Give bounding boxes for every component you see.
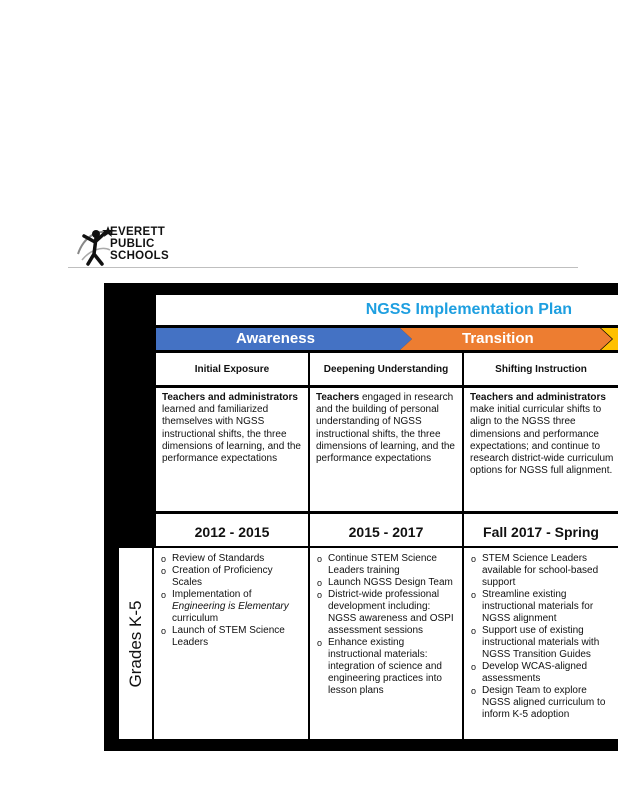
list-item: o Review of Standards [161,553,265,564]
awareness-label: Awareness [236,330,315,347]
transition-label: Transition [462,330,534,347]
implementation-plan-table [104,283,618,751]
years-2012-2015: 2012 - 2015 [156,514,308,546]
grade-label-cell [119,548,152,739]
list-item: o Implementation of Engineering is Elementary curriculum [161,589,289,624]
years-2015-2017: 2015 - 2017 [310,514,462,546]
awareness-phase-arrow [156,328,412,350]
list-item: o District-wide professional development including: NGSS awareness and OSPI assessment sessions [317,589,454,636]
list-item: o Streamline existing instructional materials for NGSS alignment [471,589,594,624]
next-phase-arrow [601,328,618,350]
transition-phase-arrow [400,328,616,350]
list-item: o Support use of existing instructional materials with NGSS Transition Guides [471,625,600,660]
header-deepening-understanding: Deepening Understanding [310,353,462,385]
list-item: o Enhance existing instructional materials: integration of science and engineering practices into lesson plans [317,637,442,696]
header-initial-exposure: Initial Exposure [156,353,308,385]
district-logo-text: EVERETT PUBLIC SCHOOLS [110,226,169,262]
list-item: o Launch of STEM Science Leaders [161,625,285,648]
header-shifting-instruction: Shifting Instruction [464,353,618,385]
list-item: o Develop WCAS-aligned assessments [471,661,588,684]
description-initial-exposure: Teachers and administrators learned and familiarized themselves with NGSS instructional shifts, the three dimensions of learning, and the performance expectations [156,388,308,511]
description-deepening-understanding: Teachers engaged in research and the building of personal understanding of NGSS instructional shifts, the three dimensions of learning, and the performance expectations [310,388,462,511]
list-item: o Creation of Proficiency Scales [161,565,273,588]
list-item: o Launch NGSS Design Team [317,577,453,588]
list-item: o Design Team to explore NGSS aligned curriculum to inform K-5 adoption [471,685,606,720]
plan-title: NGSS Implementation Plan [365,301,572,318]
years-fall-2017: Fall 2017 - Spring [464,514,618,546]
list-item: o Continue STEM Science Leaders training [317,553,437,576]
items-cell-deepening-understanding [310,548,462,739]
items-cell-initial-exposure [154,548,308,739]
title-box [156,295,618,325]
header-divider [68,267,578,268]
grade-label: Grades K-5 [125,600,145,687]
list-item: o STEM Science Leaders available for school-based support [471,553,599,588]
description-shifting-instruction: Teachers and administrators make initial curricular shifts to align to the NGSS three dimensions and performance expectations; and continue to research district-wide curriculum options for NGSS full alignment. [464,388,618,511]
items-cell-shifting-instruction [464,548,618,739]
